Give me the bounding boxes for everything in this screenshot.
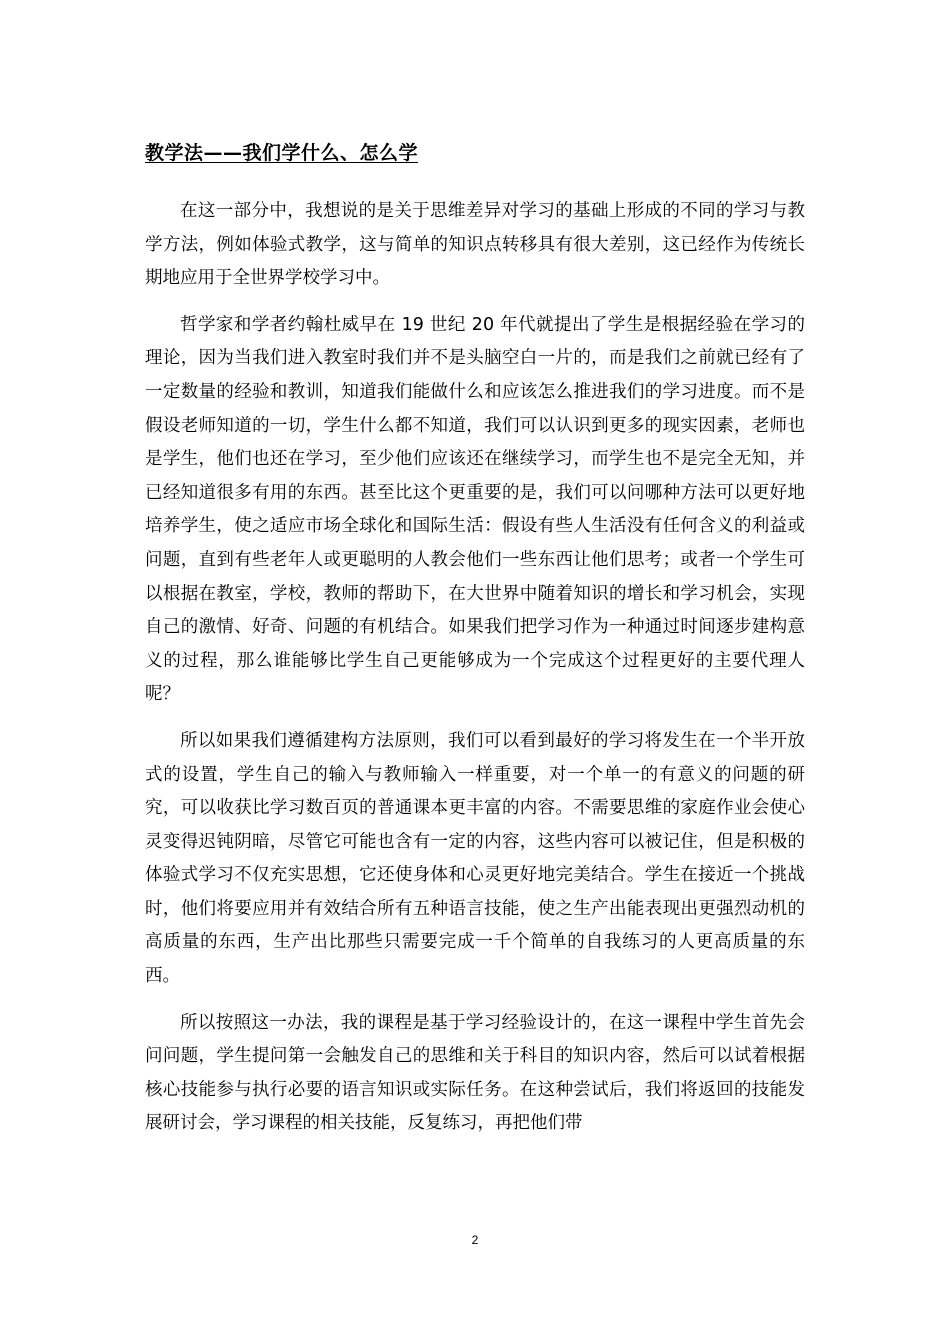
- paragraph-4: 所以按照这一办法，我的课程是基于学习经验设计的，在这一课程中学生首先会问问题，学生提问第一会触发自己的思维和关于科目的知识内容，然后可以试着根据核心技能参与执行必要的语言知识或实际任务。在这种尝试后，我们将返回的技能发展研讨会，学习课程的相关技能，反复练习，再把他们带: [145, 1012, 805, 1134]
- document-body: [145, 195, 805, 1154]
- paragraph-2: 哲学家和学者约翰杜威早在 19 世纪 20 年代就提出了学生是根据经验在学习的理论，因为当我们进入教室时我们并不是头脑空白一片的，而是我们之前就已经有了一定数量的经验和教训，知道我们能做什么和应该怎么推进我们的学习进度。而不是假设老师知道的一切，学生什么都不知道，我们可以认识到更多的现实因素，老师也是学生，他们也还在学习，至少他们应该还在继续学习，而学生也不是完全无知，并已经知道很多有用的东西。甚至比这个更重要的是，我们可以问哪种方法可以更好地培养学生，使之适应市场全球化和国际生活：假设有些人生活没有任何含义的利益或问题，直到有些老年人或更聪明的人教会他们一些东西让他们思考；或者一个学生可以根据在教室，学校，教师的帮助下，在大世界中随着知识的增长和学习机会，实现自己的激情、好奇、问题的有机结合。如果我们把学习作为一种通过时间逐步建构意义的过程，那么谁能够比学生自己更能够成为一个完成这个过程更好的主要代理人呢？: [145, 314, 805, 705]
- paragraph-3: 所以如果我们遵循建构方法原则，我们可以看到最好的学习将发生在一个半开放式的设置，学生自己的输入与教师输入一样重要，对一个单一的有意义的问题的研究，可以收获比学习数百页的普通课本更丰富的内容。不需要思维的家庭作业会使心灵变得迟钝阴暗，尽管它可能也含有一定的内容，这些内容可以被记住，但是积极的体验式学习不仅充实思想，它还使身体和心灵更好地完美结合。学生在接近一个挑战时，他们将要应用并有效结合所有五种语言技能，使之生产出能表现出更强烈动机的高质量的东西，生产出比那些只需要完成一千个简单的自我练习的人更高质量的东西。: [145, 730, 805, 987]
- paragraph-1: 在这一部分中，我想说的是关于思维差异对学习的基础上形成的不同的学习与教学方法，例如体验式教学，这与简单的知识点转移具有很大差别，这已经作为传统长期地应用于全世界学校学习中。: [145, 201, 805, 289]
- page-number: 2: [471, 1233, 479, 1247]
- document-title: 教学法——我们学什么、怎么学: [145, 142, 419, 164]
